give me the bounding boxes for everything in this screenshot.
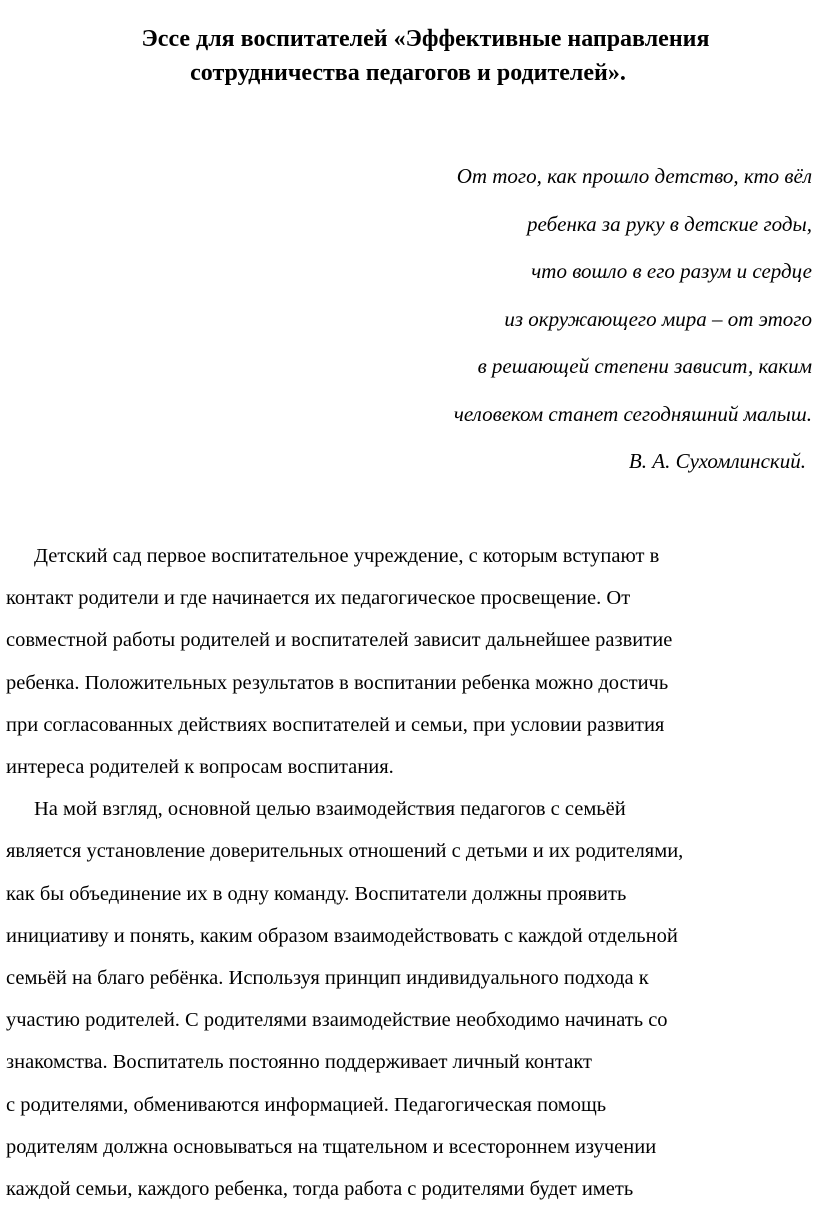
paragraph-2-line: с родителями, обмениваются информацией. Педагогическая помощь	[6, 1093, 607, 1116]
paragraph-1-line: совместной работы родителей и воспитателей зависит дальнейшее развитие	[6, 629, 673, 652]
epigraph-line: из окружающего мира – от этого	[504, 306, 812, 331]
paragraph-1-line: интереса родителей к вопросам воспитания.	[6, 756, 394, 779]
epigraph-line: что вошло в его разум и сердце	[531, 259, 812, 283]
document-title	[0, 22, 816, 90]
paragraph-2-line: каждой семьи, каждого ребенка, тогда работа с родителями будет иметь	[6, 1178, 634, 1201]
title-line-1: Эссе для воспитателей «Эффективные направления	[141, 26, 710, 52]
essay-body	[6, 535, 814, 1210]
title-line-2: сотрудничества педагогов и родителей».	[190, 60, 626, 86]
epigraph-line: человеком станет сегодняшний малыш.	[453, 401, 812, 426]
epigraph	[294, 153, 814, 486]
paragraph-1-line: ребенка. Положительных результатов в воспитании ребенка можно достичь	[6, 671, 669, 694]
paragraph-2-line: является установление доверительных отношений с детьми и их родителями,	[6, 840, 684, 863]
paragraph-2-line: участию родителей. С родителями взаимодействие необходимо начинать со	[6, 1009, 668, 1032]
epigraph-line: От того, как прошло детство, кто вёл	[456, 164, 812, 188]
paragraph-2-line: знакомства. Воспитатель постоянно поддерживает личный контакт	[6, 1051, 592, 1074]
epigraph-line: в решающей степени зависит, каким	[477, 354, 812, 378]
paragraph-1-line: контакт родители и где начинается их педагогическое просвещение. От	[6, 587, 631, 610]
paragraph-2-line: родителям должна основываться на тщательном и всестороннем изучении	[6, 1135, 657, 1158]
paragraph-2-line: инициативу и понять, каким образом взаимодействовать с каждой отдельной	[6, 924, 678, 947]
paragraph-1-line: при согласованных действиях воспитателей и семьи, при условии развития	[6, 713, 665, 736]
paragraph-1-line: Детский сад первое воспитательное учреждение, с которым вступают в	[34, 545, 660, 567]
epigraph-author: В. А. Сухомлинский.	[628, 449, 806, 473]
paragraph-2-line: На мой взгляд, основной целью взаимодействия педагогов с семьёй	[34, 798, 626, 821]
paragraph-2-line: семьёй на благо ребёнка. Используя принцип индивидуального подхода к	[6, 967, 649, 990]
paragraph-2-line: как бы объединение их в одну команду. Воспитатели должны проявить	[6, 882, 627, 905]
epigraph-line: ребенка за руку в детские годы,	[527, 211, 812, 236]
